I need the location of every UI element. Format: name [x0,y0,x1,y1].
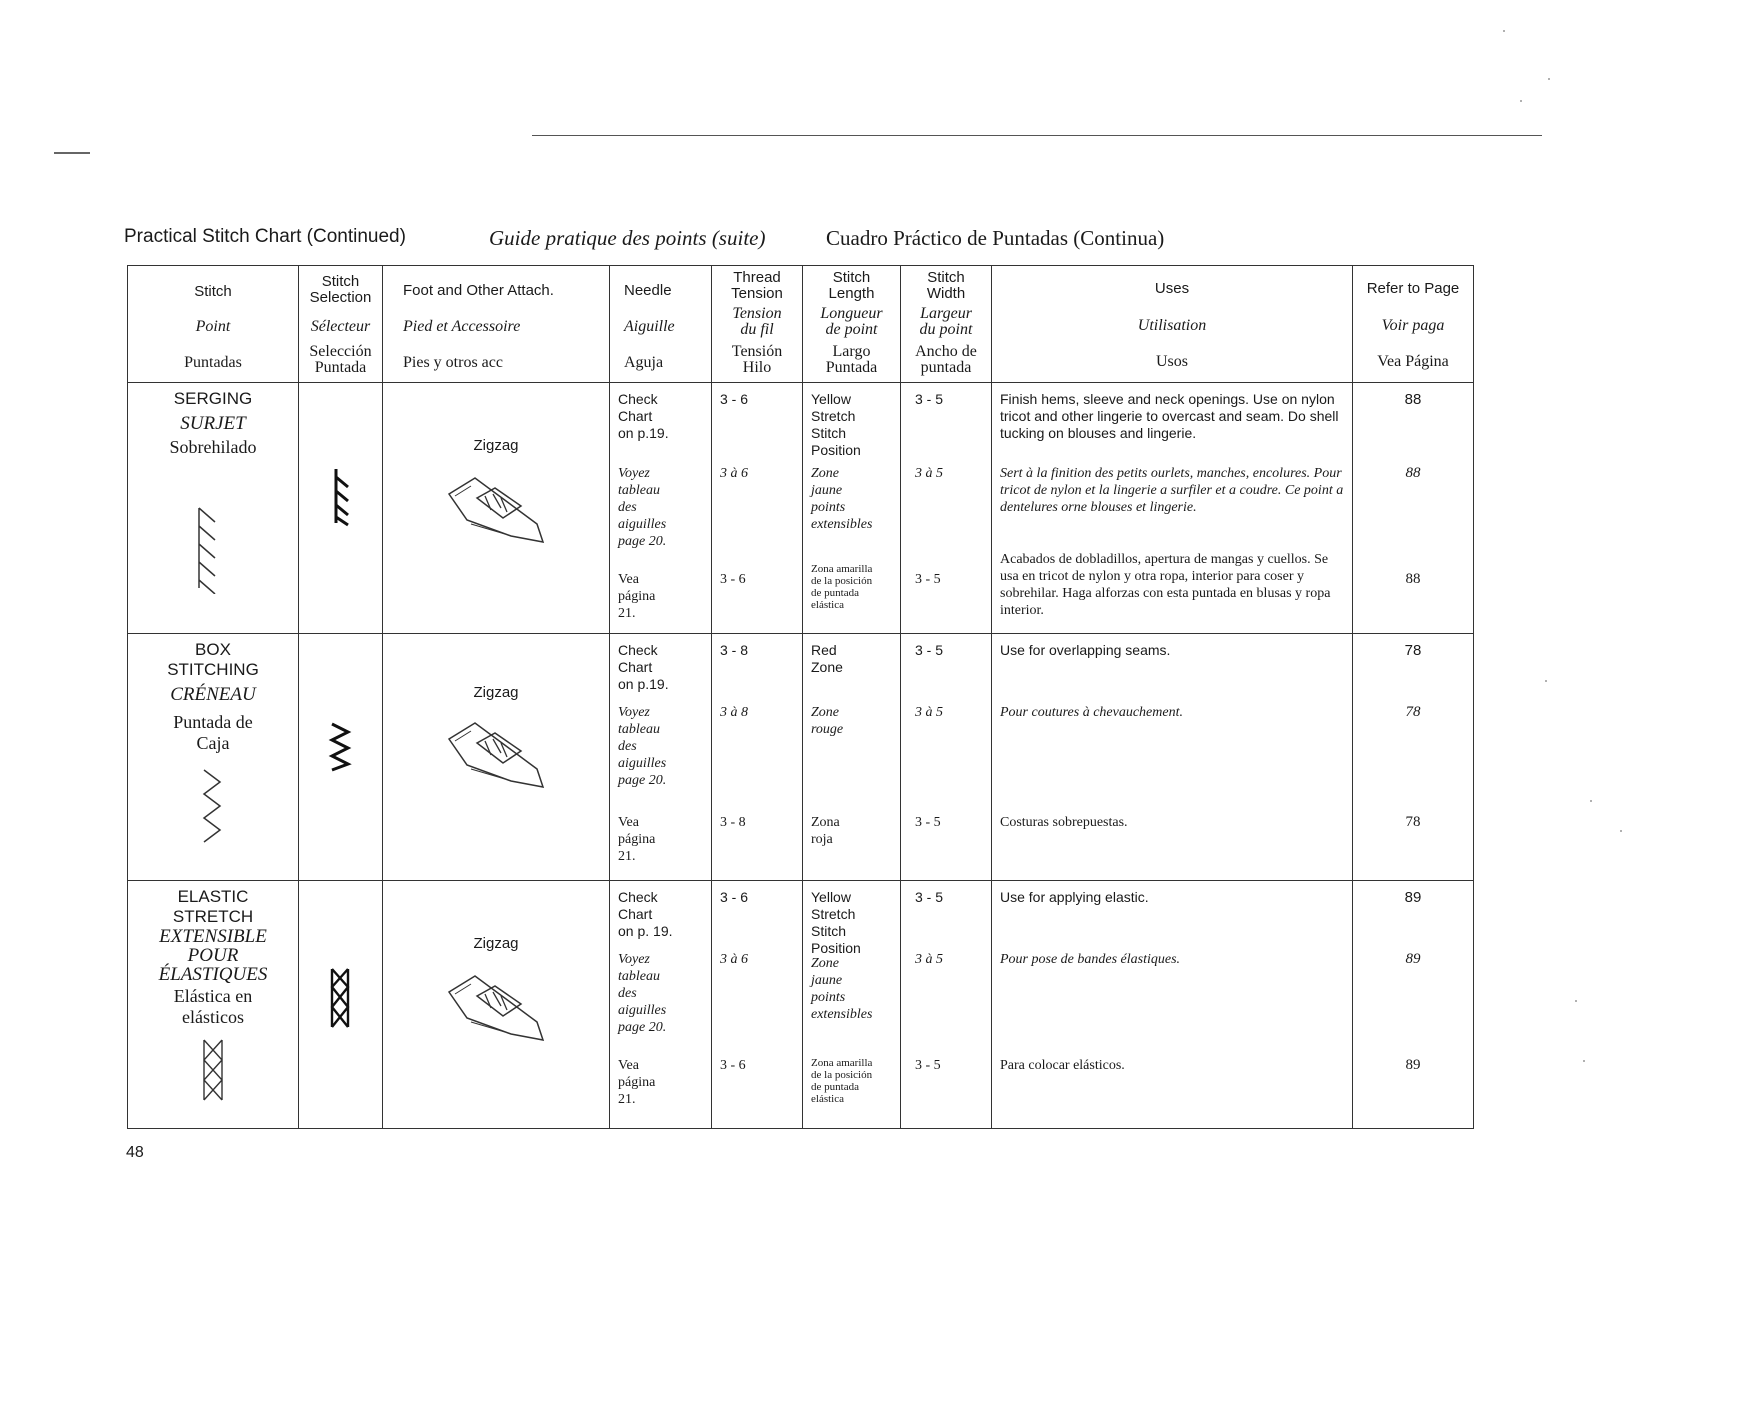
header-row [128,266,1474,383]
heading-french: Guide pratique des points (suite) [489,226,766,250]
page-elastic: 89 89 89 [1353,881,1474,1129]
foot-box: Zigzag [383,634,610,881]
needle-box: Check Chart on p.19. Voyez tableau des aiguilles page 20. Vea página 21. [610,634,712,881]
stitch-chart-table [127,265,1474,1129]
needle-serging: Check Chart on p.19. Voyez tableau des aiguilles page 20. Vea página 21. [610,383,712,634]
header-selection: Stitch Selection Sélecteur Selección Puntada [299,266,383,383]
serging-selector-icon [326,467,356,527]
length-elastic: Yellow Stretch Stitch Position Zone jaune points extensibles Zona amarilla de la posición de puntada elástica [803,881,901,1129]
foot-serging: Zigzag [383,383,610,634]
length-serging: Yellow Stretch Stitch Position Zone jaune points extensibles Zona amarilla de la posición de puntada elástica [803,383,901,634]
tension-elastic: 3 - 6 3 à 6 3 - 6 [712,881,803,1129]
header-stitch: Stitch Point Puntadas [128,266,299,383]
header-stitch-width: Stitch Width Largeur du point Ancho de puntada [901,266,992,383]
table-row [128,634,1474,881]
corner-mark [54,152,90,154]
tension-serging: 3 - 6 3 à 6 3 - 6 [712,383,803,634]
uses-box: Use for overlapping seams. Pour coutures à chevauchement. Costuras sobrepuestas. [992,634,1353,881]
needle-elastic: Check Chart on p. 19. Voyez tableau des aiguilles page 20. Vea página 21. [610,881,712,1129]
page-serging: 88 88 88 [1353,383,1474,634]
header-thread-tension: Thread Tension Tension du fil Tensión Hilo [712,266,803,383]
box-selector-icon [326,722,356,772]
header-needle: Needle Aiguille Aguja [610,266,712,383]
page-box: 78 78 78 [1353,634,1474,881]
header-page: Refer to Page Voir paga Vea Página [1353,266,1474,383]
zigzag-foot-icon [441,717,551,797]
elastic-selector-icon [326,967,356,1029]
serging-stitch-icon [193,504,233,594]
stitch-name-serging: SERGING SURJET Sobrehilado [128,383,299,634]
length-box: Red Zone Zone rouge Zona roja [803,634,901,881]
width-elastic: 3 - 5 3 à 5 3 - 5 [901,881,992,1129]
width-serging: 3 - 5 3 à 5 3 - 5 [901,383,992,634]
stitch-selection-elastic [299,881,383,1129]
stitch-name-elastic: ELASTIC STRETCH EXTENSIBLE POUR ÉLASTIQUES Elástica en elásticos [128,881,299,1129]
stitch-selection-box [299,634,383,881]
zigzag-foot-icon [441,970,551,1050]
zigzag-foot-icon [441,472,551,552]
stitch-name-box: BOX STITCHING CRÉNEAU Puntada de Caja [128,634,299,881]
tension-box: 3 - 8 3 à 8 3 - 8 [712,634,803,881]
heading-english: Practical Stitch Chart (Continued) [124,226,406,247]
header-foot: Foot and Other Attach. Pied et Accessoire Pies y otros acc [383,266,610,383]
uses-elastic: Use for applying elastic. Pour pose de bandes élastiques. Para colocar elásticos. [992,881,1353,1129]
elastic-stitch-icon [198,1038,228,1102]
box-stitch-icon [198,768,228,848]
table-row [128,383,1474,634]
header-stitch-length: Stitch Length Longueur de point Largo Puntada [803,266,901,383]
width-box: 3 - 5 3 à 5 3 - 5 [901,634,992,881]
stitch-selection-serging [299,383,383,634]
foot-elastic: Zigzag [383,881,610,1129]
top-rule [532,135,1542,136]
heading-spanish: Cuadro Práctico de Puntadas (Continua) [826,226,1165,250]
table-row [128,881,1474,1129]
uses-serging: Finish hems, sleeve and neck openings. Use on nylon tricot and other lingerie to overcast and seam. Do shell tucking on blouses and lingerie. Sert à la finition des petits ourlets, manches, encolures. Pour tricot de nylon et la lingerie a surfiler et a coudre. Ce point a dentelures orne blouses et lingerie. Acabados de dobladillos, apertura de mangas y cuellos. Se usa en tricot de nylon y otra ropa, interior para coser y sobrehilar. Haga alforzas con esta puntada en blusas y ropa interior. [992,383,1353,634]
header-uses: Uses Utilisation Usos [992,266,1353,383]
page-number: 48 [126,1144,144,1161]
